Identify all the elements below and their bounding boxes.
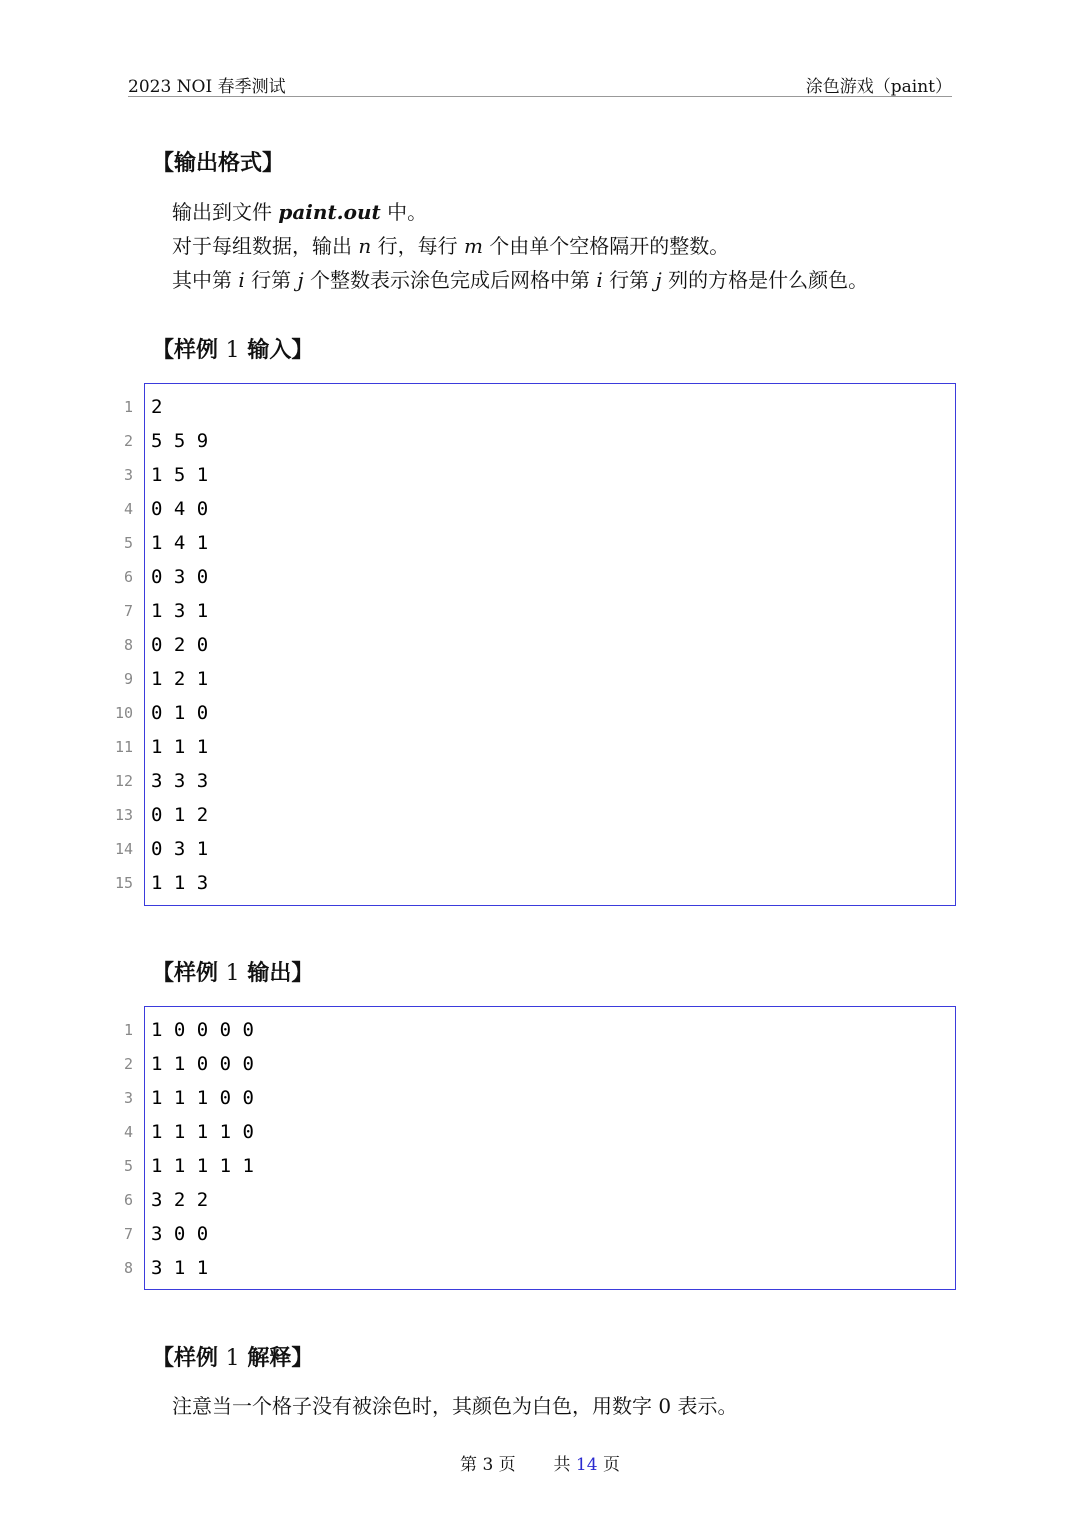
line-number: 1 xyxy=(123,1021,133,1039)
sample-input-line xyxy=(123,424,955,458)
page-header xyxy=(128,72,952,97)
sample-input-title: 【样例 1 输入】 xyxy=(152,338,314,363)
sample-input-line xyxy=(123,560,955,594)
sample-input-line xyxy=(114,696,955,730)
code-text: 1 2 1 xyxy=(151,668,209,690)
line-number: 2 xyxy=(123,1055,133,1073)
header-problem: 涂色游戏（paint） xyxy=(805,77,952,97)
sample-explanation-text: 注意当一个格子没有被涂色时，其颜色为白色，用数字 0 表示。 xyxy=(172,1394,738,1418)
code-text: 2 xyxy=(151,396,163,418)
page-footer: 第 3 页 共 14 页 xyxy=(460,1455,620,1475)
line-number: 4 xyxy=(123,1123,133,1141)
sample-input-code-block xyxy=(114,383,956,906)
line-number: 5 xyxy=(123,534,133,552)
sample-output-line xyxy=(123,1217,955,1251)
sample-output-line xyxy=(123,1115,955,1149)
header-contest: 2023 NOI 春季测试 xyxy=(128,77,286,97)
sample-explanation-title: 【样例 1 解释】 xyxy=(152,1346,314,1371)
sample-output-line xyxy=(123,1149,955,1183)
code-text: 0 3 0 xyxy=(151,566,209,588)
code-text: 1 1 3 xyxy=(151,872,209,894)
line-number: 9 xyxy=(123,670,133,688)
line-number: 8 xyxy=(123,636,133,654)
code-text: 1 5 1 xyxy=(151,464,209,486)
line-number: 10 xyxy=(114,704,133,722)
line-number: 2 xyxy=(123,432,133,450)
line-number: 4 xyxy=(123,500,133,518)
code-text: 1 0 0 0 0 xyxy=(151,1019,254,1041)
sample-input-line xyxy=(114,798,955,832)
sample-input-line xyxy=(123,390,955,424)
sample-output-title: 【样例 1 输出】 xyxy=(152,961,314,986)
sample-input-line xyxy=(123,594,955,628)
sample-output-line xyxy=(123,1047,955,1081)
sample-output-code-block xyxy=(123,1006,956,1290)
line-number: 6 xyxy=(123,1191,133,1209)
line-number: 15 xyxy=(114,874,133,892)
sample-input-line xyxy=(114,730,955,764)
code-text: 1 1 1 xyxy=(151,736,209,758)
code-text: 3 3 3 xyxy=(151,770,209,792)
code-text: 3 1 1 xyxy=(151,1257,209,1279)
code-text: 3 2 2 xyxy=(151,1189,209,1211)
sample-input-line xyxy=(114,832,955,866)
output-format-line-1: 输出到文件 paint.out 中。 xyxy=(172,200,428,224)
code-text: 1 1 0 0 0 xyxy=(151,1053,254,1075)
code-text: 0 1 0 xyxy=(151,702,209,724)
line-number: 11 xyxy=(114,738,133,756)
output-format-line-2: 对于每组数据，输出 n 行，每行 m 个由单个空格隔开的整数。 xyxy=(172,234,730,258)
sample-input-line xyxy=(123,628,955,662)
total-pages: 14 xyxy=(575,1455,598,1475)
code-text: 1 4 1 xyxy=(151,532,209,554)
code-text: 0 3 1 xyxy=(151,838,209,860)
sample-output-line xyxy=(123,1251,955,1285)
code-text: 3 0 0 xyxy=(151,1223,209,1245)
line-number: 5 xyxy=(123,1157,133,1175)
output-format-line-3: 其中第 i 行第 j 个整数表示涂色完成后网格中第 i 行第 j 列的方格是什么颜色。 xyxy=(172,268,869,292)
line-number: 1 xyxy=(123,398,133,416)
line-number: 8 xyxy=(123,1259,133,1277)
code-text: 5 5 9 xyxy=(151,430,209,452)
code-text: 1 1 1 1 1 xyxy=(151,1155,254,1177)
sample-output-line xyxy=(123,1183,955,1217)
line-number: 12 xyxy=(114,772,133,790)
code-text: 1 1 1 1 0 xyxy=(151,1121,254,1143)
line-number: 13 xyxy=(114,806,133,824)
line-number: 6 xyxy=(123,568,133,586)
sample-output-line xyxy=(123,1013,955,1047)
code-text: 0 4 0 xyxy=(151,498,209,520)
line-number: 3 xyxy=(123,1089,133,1107)
sample-input-line xyxy=(123,458,955,492)
sample-input-line xyxy=(114,764,955,798)
output-format-title: 【输出格式】 xyxy=(152,151,285,176)
line-number: 7 xyxy=(123,1225,133,1243)
code-text: 1 1 1 0 0 xyxy=(151,1087,254,1109)
code-text: 0 1 2 xyxy=(151,804,209,826)
sample-output-line xyxy=(123,1081,955,1115)
code-text: 1 3 1 xyxy=(151,600,209,622)
line-number: 3 xyxy=(123,466,133,484)
code-text: 0 2 0 xyxy=(151,634,209,656)
line-number: 7 xyxy=(123,602,133,620)
sample-input-line xyxy=(123,492,955,526)
sample-input-line xyxy=(123,526,955,560)
sample-input-line xyxy=(123,662,955,696)
current-page: 3 xyxy=(482,1455,494,1475)
line-number: 14 xyxy=(114,840,133,858)
sample-input-line xyxy=(114,866,955,900)
output-filename: paint.out xyxy=(278,200,381,224)
